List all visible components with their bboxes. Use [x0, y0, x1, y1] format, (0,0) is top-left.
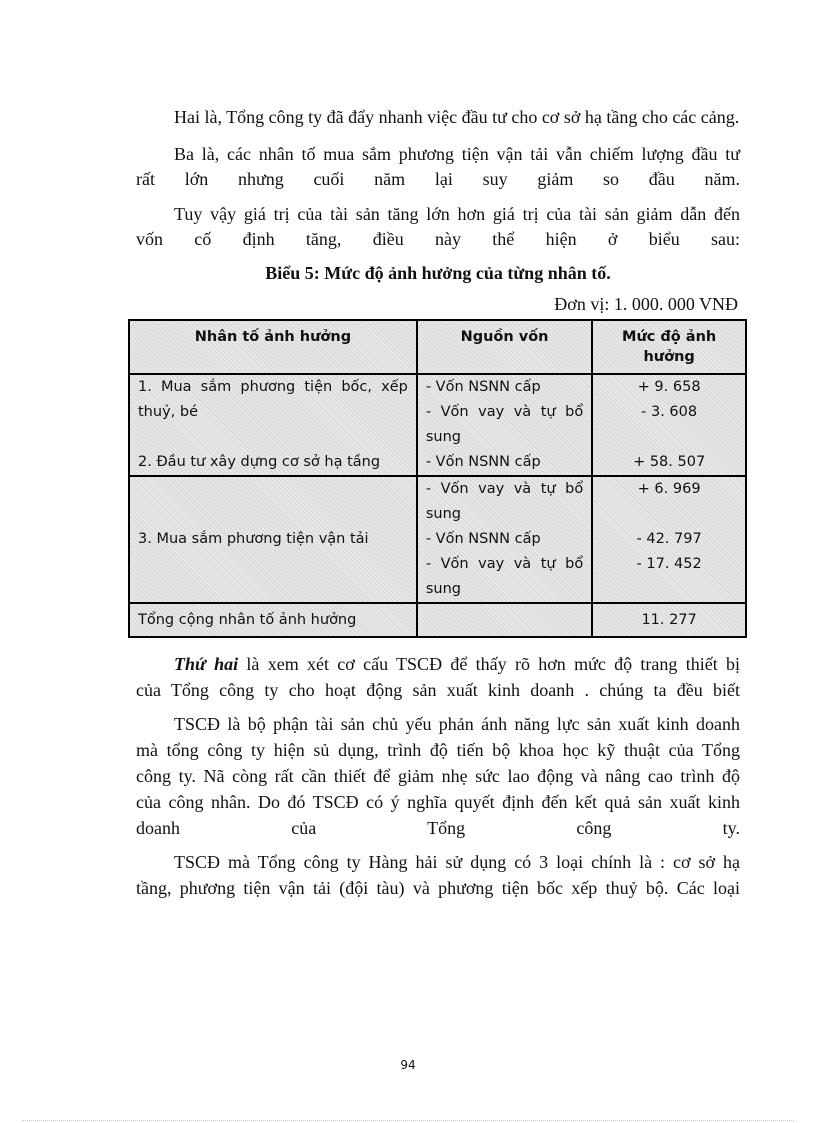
factor2: 2. Đầu tư xây dựng cơ sở hạ tầng — [138, 454, 381, 470]
group2-sources — [417, 476, 592, 603]
header-factor: Nhân tố ảnh hưởng — [129, 320, 417, 374]
group1-values — [592, 374, 746, 476]
header-level: Mức độ ảnh hưởng — [592, 320, 746, 374]
paragraph-tscd-line4: của công nhân. Do đó TSCĐ có ý nghĩa quyết định đến kết quả sản xuất kinh — [136, 792, 740, 812]
paragraph-tscd-line2: mà tổng công ty hiện sủ dụng, trình độ tiến bộ khoa học kỹ thuật của Tổng — [136, 740, 740, 760]
paragraph-tscd-line3: công ty. Nã còng rất cần thiết để giảm nhẹ sức lao động và nâng cao trình độ — [136, 766, 740, 786]
group2-values — [592, 476, 746, 603]
value-cell: - 17. 452 — [636, 556, 702, 572]
thu-hai-rest: là xem xét cơ cấu TSCĐ để thấy rõ hơn mức độ trang thiết bị — [238, 654, 740, 674]
factor1-line1: 1. Mua sắm phương tiện bốc, xếp — [138, 379, 408, 395]
footer-divider — [22, 1120, 794, 1121]
source-line: - Vốn vay và tự bổ — [425, 556, 584, 572]
source-line: sung — [425, 429, 461, 445]
source-line: - Vốn NSNN cấp — [425, 379, 541, 395]
source-line: - Vốn NSNN cấp — [425, 454, 541, 470]
source-line: - Vốn NSNN cấp — [425, 531, 541, 547]
value-cell: + 6. 969 — [637, 481, 701, 497]
table-row-group1 — [129, 374, 746, 476]
value-cell: + 9. 658 — [637, 379, 701, 395]
group2-factors — [129, 476, 417, 603]
paragraph-loai-line1: TSCĐ mà Tổng công ty Hàng hải sử dụng có 3 loại chính là : cơ sở hạ — [174, 852, 740, 872]
paragraph-thu-hai-line2: của Tổng công ty cho hoạt động sản xuất kinh doanh . chúng ta đều biết — [136, 680, 740, 700]
thu-hai-emphasis: Thứ hai — [174, 654, 239, 674]
paragraph-ba-la-line2: rất lớn nhưng cuối năm lại suy giảm so đầu năm. — [136, 169, 740, 189]
header-source: Nguồn vốn — [417, 320, 592, 374]
table-total-row — [129, 603, 746, 637]
value-cell: - 42. 797 — [636, 531, 702, 547]
paragraph-hai-la: Hai là, Tổng công ty đã đẩy nhanh việc đầu tư cho cơ sở hạ tầng cho các cảng. — [174, 107, 740, 127]
paragraph-tuy-vay-line2: vốn cố định tăng, điều này thể hiện ở biểu sau: — [136, 229, 740, 249]
paragraph-loai-line2: tầng, phương tiện vận tải (đội tàu) và phương tiện bốc xếp thuỷ bộ. Các loại — [136, 878, 740, 898]
paragraph-tscd-line5: doanh của Tổng công ty. — [136, 818, 740, 838]
total-source-empty — [417, 603, 592, 637]
paragraph-ba-la-line1: Ba là, các nhân tố mua sắm phương tiện vận tải vẫn chiếm lượng đầu tư — [174, 144, 740, 164]
table-header-row — [129, 320, 746, 374]
factor3: 3. Mua sắm phương tiện vận tải — [138, 531, 369, 547]
total-label: Tổng cộng nhân tố ảnh hưởng — [129, 603, 417, 637]
source-line: - Vốn vay và tự bổ — [425, 481, 584, 497]
impact-table — [128, 319, 747, 638]
paragraph-thu-hai-line1 — [136, 651, 740, 677]
source-line: sung — [425, 506, 461, 522]
table-unit: Đơn vị: 1. 000. 000 VNĐ — [554, 294, 738, 314]
factor1-line2: thuỷ, bé — [138, 404, 198, 420]
table-row-group2 — [129, 476, 746, 603]
table-caption: Biểu 5: Mức độ ảnh hưởng của từng nhân tố. — [265, 263, 611, 283]
group1-factors — [129, 374, 417, 476]
source-line: - Vốn vay và tự bổ — [425, 404, 584, 420]
value-cell: - 3. 608 — [641, 404, 698, 420]
value-cell: + 58. 507 — [633, 454, 706, 470]
paragraph-tscd-line1: TSCĐ là bộ phận tài sản chủ yếu phản ánh năng lực sản xuất kinh doanh — [174, 714, 740, 734]
total-value: 11. 277 — [592, 603, 746, 637]
source-line: sung — [425, 581, 461, 597]
page-number: 94 — [400, 1058, 416, 1072]
group1-sources — [417, 374, 592, 476]
paragraph-tuy-vay-line1: Tuy vậy giá trị của tài sản tăng lớn hơn giá trị của tài sản giảm dẫn đến — [174, 204, 740, 224]
